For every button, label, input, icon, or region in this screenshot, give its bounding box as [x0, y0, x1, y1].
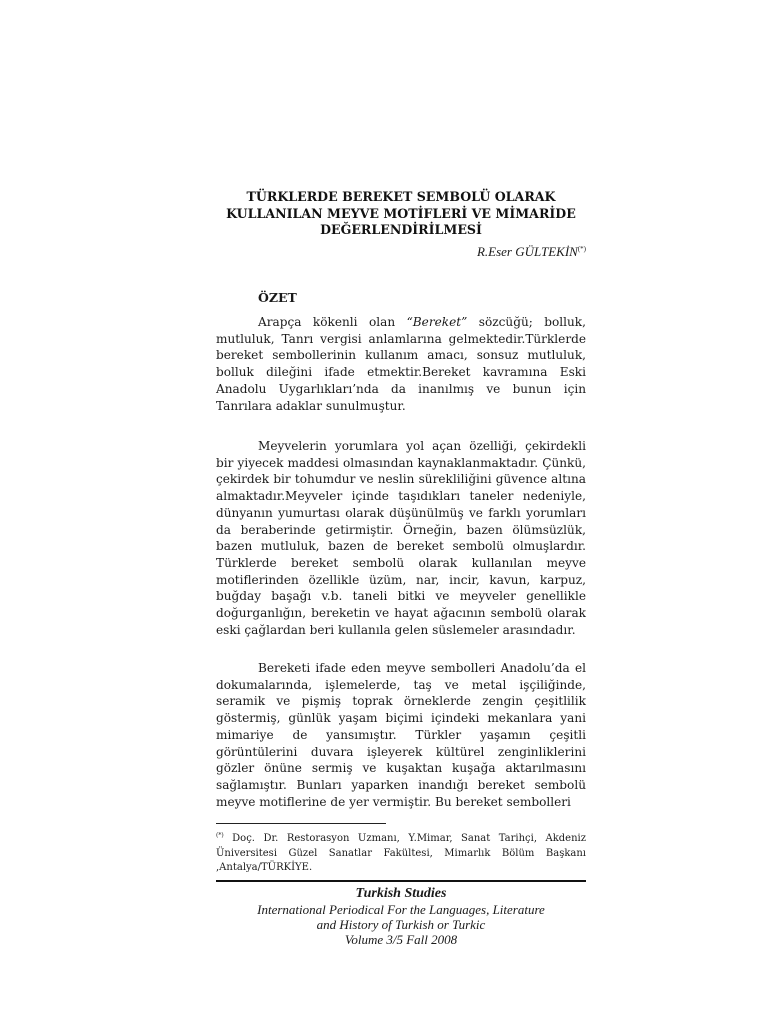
abstract-paragraph-1	[216, 314, 586, 414]
journal-volume: Volume 3/5 Fall 2008	[344, 932, 458, 948]
article-title	[216, 189, 586, 239]
journal-subtitle-line-1: International Periodical For the Languages, Literature	[257, 902, 545, 917]
journal-name: Turkish Studies	[355, 886, 447, 901]
abstract-paragraph-2	[216, 438, 586, 638]
author-footnote-mark: (*)	[577, 245, 586, 253]
paragraph-1-text-end: sözcüğü; bolluk, mutluluk, Tanrı vergisi anlamlarına gelmektedir.Türklerde bereket sembollerinin kullanım amacı, sonsuz mutluluk, bolluk dileğini ifade etmektir.Bereket kavramına Eski Anadolu Uygarlıkları’nda da inanılmış ve bunun için Tanrılara adaklar sunulmuştur.	[216, 315, 586, 413]
footnote	[216, 829, 586, 876]
journal-footer	[216, 886, 586, 948]
footer-rule	[216, 880, 586, 882]
paragraph-1-text-start: Arapça kökenli olan	[258, 315, 407, 329]
footnote-separator	[216, 823, 386, 824]
title-line-3: DEĞERLENDİRİLMESİ	[320, 222, 482, 237]
abstract-paragraph-3	[216, 660, 586, 810]
paragraph-2-text: Meyvelerin yorumlara yol açan özelliği, çekirdekli bir yiyecek maddesi olmasından kaynaklanmaktadır. Çünkü, çekirdek bir tohumdur ve neslin sürekliliğini güvence altına almaktadır.Meyveler içinde taşıdıkları taneler nedeniyle, dünyanın yumurtası olarak düşünülmüş ve farklı yorumları da beraberinde getirmiştir. Örneğin, bazen ölümsüzlük, bazen mutluluk, bazen de bereket sembolü olmuşlardır. Türklerde bereket sembolü olarak kullanılan meyve motiflerinden özellikle üzüm, nar, incir, kavun, karpuz, buğday başağı v.b. taneli bitki ve meyveler genellikle doğurganlığın, bereketin ve hayat ağacının sembolü olarak eski çağlardan beri kullanıla gelen süslemeler arasındadır.	[216, 439, 586, 637]
footnote-mark: (*)	[216, 832, 224, 839]
paragraph-1-emphasis: “Bereket”	[406, 315, 468, 329]
journal-subtitle-line-2: and History of Turkish or Turkic	[316, 917, 486, 933]
author-line	[477, 244, 586, 260]
title-line-1: TÜRKLERDE BEREKET SEMBOLÜ OLARAK	[246, 189, 556, 204]
section-heading: ÖZET	[258, 290, 297, 305]
footnote-text: Doç. Dr. Restorasyon Uzmanı, Y.Mimar, Sanat Tarihçi, Akdeniz Üniversitesi Güzel Sanatlar Fakültesi, Mimarlık Bölüm Başkanı ,Antalya/TÜRKİYE.	[216, 833, 586, 874]
author-name: R.Eser GÜLTEKİN	[476, 244, 578, 259]
title-line-2: KULLANILAN MEYVE MOTİFLERİ VE MİMARİDE	[226, 205, 576, 221]
paragraph-3-text: Bereketi ifade eden meyve sembolleri Anadolu’da el dokumalarında, işlemelerde, taş ve metal işçiliğinde, seramik ve pişmiş toprak örneklerde zengin çeşitlilik göstermiş, günlük yaşam biçimi içindeki mekanlara yani mimariye de yansımıştır. Türkler yaşamın çeşitli görüntülerini duvara işleyerek kültürel zenginliklerini gözler önüne sermiş ve kuşaktan kuşağa aktarılmasını sağlamıştır. Bunları yaparken inandığı bereket sembolü meyve motiflerine de yer vermiştir. Bu bereket sembolleri	[216, 661, 586, 809]
